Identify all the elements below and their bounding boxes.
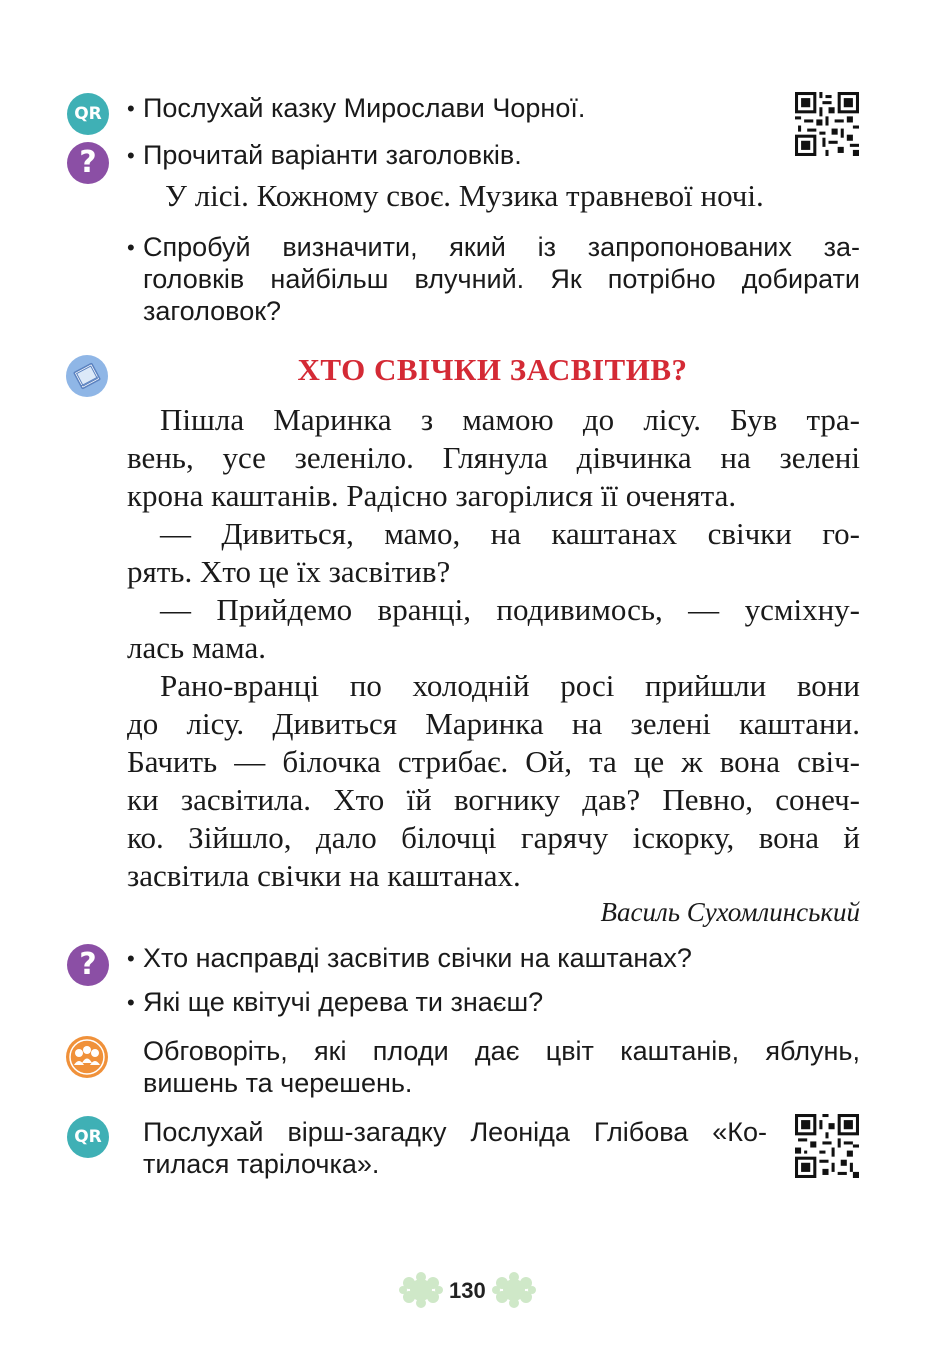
- text-line: вишень та черешень.: [143, 1068, 413, 1098]
- bullet-dot: •: [127, 143, 135, 168]
- bullet-dot: •: [127, 96, 135, 121]
- text-line: Пішла Маринка з мамою до лісу. Був тра-: [160, 402, 860, 437]
- group-discussion-icon: [66, 1036, 108, 1078]
- question-badge-icon: ?: [67, 142, 109, 184]
- instruction-read-titles: Прочитай варіанти заголовків.: [143, 140, 522, 170]
- bullet-dot: •: [127, 946, 135, 971]
- text-line: рять. Хто це їх засвітив?: [127, 554, 451, 589]
- title-options: У лісі. Кожному своє. Музика травневої ночі.: [165, 178, 764, 213]
- discussion-task: [143, 1035, 860, 1099]
- text-line: до лісу. Дивиться Маринка на зелені каштани.: [127, 706, 860, 741]
- qr-code-icon[interactable]: [795, 92, 859, 156]
- listen-poem-task: [143, 1116, 767, 1180]
- story-body: [127, 401, 860, 895]
- instruction-choose-title: [143, 231, 860, 327]
- page-ornament-left-icon: [399, 1271, 443, 1309]
- text-line: головків найбільш влучний. Як потрібно добирати: [143, 264, 860, 294]
- text-line: тилася тарілочка».: [143, 1149, 380, 1179]
- text-line: Спробуй визначити, який із запропонованих за-: [143, 232, 860, 262]
- question-other-trees: Які ще квітучі дерева ти знаєш?: [143, 987, 544, 1017]
- instruction-listen-tale: Послухай казку Мирослави Чорної.: [143, 93, 586, 123]
- question-who-lit-candles: Хто насправді засвітив свічки на каштанах?: [143, 943, 692, 973]
- qr-code-icon[interactable]: [795, 1114, 859, 1178]
- text-line: лась мама.: [127, 630, 266, 665]
- text-line: ки засвітила. Хто їй вогнику дав? Певно, сонеч-: [127, 782, 860, 817]
- text-line: Рано-вранці по холодній росі прийшли вони: [160, 668, 860, 703]
- text-line: засвітила свічки на каштанах.: [127, 858, 521, 893]
- page-ornament-right-icon: [492, 1271, 536, 1309]
- text-line: крона каштанів. Радісно загорілися її оченята.: [127, 478, 737, 513]
- story-title: ХТО СВІЧКИ ЗАСВІТИВ?: [297, 352, 688, 387]
- story-author: Василь Сухомлинський: [600, 897, 860, 927]
- text-line: ко. Зійшло, дало білочці гарячу іскорку, вона й: [127, 820, 860, 855]
- qr-badge-icon: QR: [67, 1116, 109, 1158]
- text-line: Бачить — білочка стрибає. Ой, та це ж вона свіч-: [127, 744, 860, 779]
- text-line: Обговоріть, які плоди дає цвіт каштанів, яблунь,: [143, 1036, 860, 1066]
- qr-badge-icon: QR: [67, 93, 109, 135]
- text-line: заголовок?: [143, 296, 282, 326]
- text-line: — Прийдемо вранці, подивимось, — усміхну-: [160, 592, 860, 627]
- text-line: Послухай вірш-загадку Леоніда Глібова «Ко-: [143, 1117, 767, 1147]
- text-line: — Дивиться, мамо, на каштанах свічки го-: [160, 516, 860, 551]
- bullet-dot: •: [127, 990, 135, 1015]
- text-line: вень, усе зеленіло. Глянула дівчинка на зелені: [127, 440, 860, 475]
- question-badge-icon: ?: [67, 944, 109, 986]
- bullet-dot: •: [127, 235, 135, 260]
- page-number: 130: [449, 1278, 486, 1303]
